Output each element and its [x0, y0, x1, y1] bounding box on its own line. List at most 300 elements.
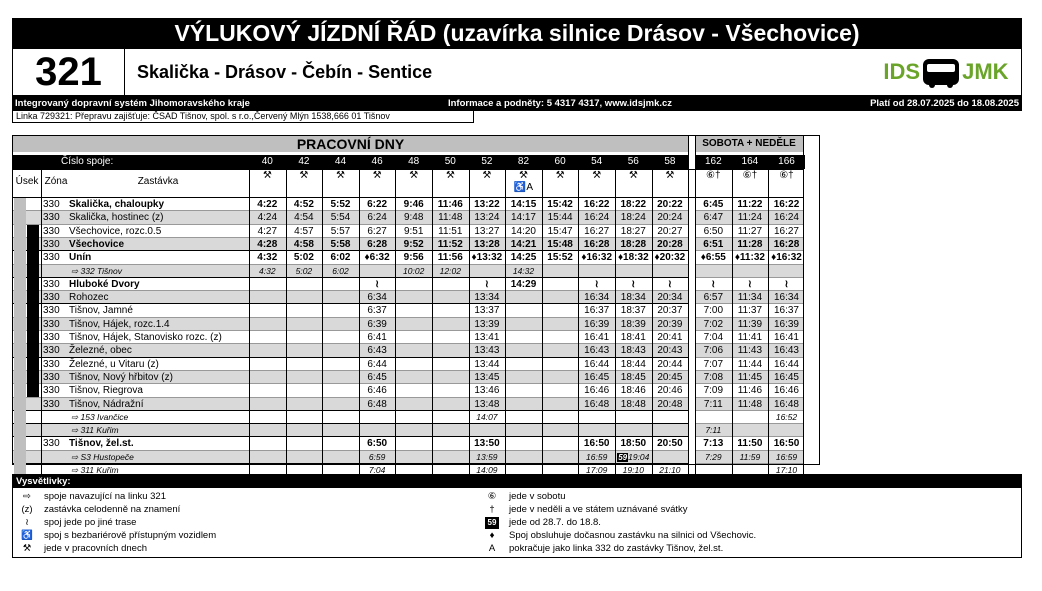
stop-name: Unín	[69, 252, 92, 264]
legend-text: spoj s bezbariérově přístupným vozidlem	[44, 530, 217, 541]
weekend-band: SOBOTA + NEDĚLE	[695, 136, 803, 152]
legend-symbol: A	[488, 543, 496, 554]
departure-time: 7:11	[703, 398, 723, 410]
departure-time: 15:47	[547, 225, 573, 237]
departure-time: 18:44	[620, 358, 646, 370]
column-divider	[732, 155, 733, 477]
departure-time: 17:10	[775, 465, 798, 475]
departure-time: 14:15	[510, 199, 537, 210]
connection-label: ⇨ 332 Tišnov	[71, 265, 122, 276]
departure-time: 20:48	[657, 398, 683, 410]
trip-mark: ⚒	[445, 170, 455, 181]
stop-zone: 330	[43, 292, 60, 304]
departure-time: 16:34	[584, 292, 610, 304]
departure-time: 5:57	[330, 225, 351, 237]
departure-time: 16:43	[584, 345, 610, 357]
departure-time: 7:11	[705, 425, 722, 436]
departure-time: 9:51	[403, 225, 424, 237]
stop-name: Tišnov, Nádražní	[69, 398, 144, 410]
departure-time: 13:48	[474, 398, 500, 410]
departure-time: ♦16:32	[581, 252, 613, 264]
departure-time: 9:48	[403, 212, 424, 224]
column-divider	[249, 155, 250, 477]
departure-time: 15:44	[547, 212, 573, 224]
trip-number: 56	[615, 155, 652, 169]
trip-mark: ⚒	[299, 170, 309, 181]
trip-number: 164	[732, 155, 769, 169]
legend-symbol: ⚒	[22, 543, 32, 554]
departure-time: 16:39	[584, 318, 610, 330]
stop-zone: 330	[43, 345, 60, 357]
stop-zone: 330	[43, 358, 60, 370]
departure-time: 11:27	[737, 225, 763, 237]
departure-time: 6:43	[367, 345, 387, 357]
departure-time: 11:51	[438, 225, 463, 237]
column-divider	[469, 155, 470, 477]
departure-time: 5:58	[330, 238, 351, 250]
departure-time: 16:34	[773, 292, 799, 304]
trip-mark: ⚒	[555, 170, 565, 181]
column-divider	[688, 136, 689, 477]
departure-time: 11:56	[437, 252, 463, 264]
departure-time: ♦6:32	[364, 252, 390, 264]
logo-text-right: JMK	[962, 59, 1009, 84]
departure-time: 16:43	[773, 345, 799, 357]
stop-zone: 330	[43, 199, 60, 210]
departure-time: 11:52	[437, 238, 463, 250]
departure-time: 16:37	[584, 305, 610, 317]
departure-time: 16:24	[773, 212, 799, 224]
departure-time: 15:42	[547, 199, 573, 210]
departure-time: 20:45	[657, 371, 683, 383]
header-divider	[13, 169, 803, 170]
stop-zone: 330	[43, 212, 60, 224]
departure-time: 19:10	[622, 465, 644, 475]
stop-name: Tišnov, Riegrova	[69, 385, 143, 397]
departure-time: 11:46	[437, 199, 463, 210]
departure-time: 7:13	[703, 438, 724, 450]
trip-mark: ⑥†	[742, 170, 758, 181]
stop-zone: 330	[43, 318, 60, 330]
departure-time: 20:34	[657, 292, 683, 304]
stop-zone: 330	[43, 398, 60, 410]
departure-time: 14:21	[510, 238, 537, 250]
departure-time: 16:28	[773, 238, 800, 250]
departure-time: 16:44	[584, 358, 610, 370]
stop-zone: 330	[43, 385, 60, 397]
departure-time: 4:58	[293, 238, 314, 250]
departure-time: 16:44	[773, 358, 799, 370]
header-divider	[13, 197, 803, 198]
departure-time: 6:41	[367, 332, 387, 343]
departure-time: 11:24	[737, 212, 763, 224]
column-divider	[505, 155, 506, 477]
departure-time: 11:39	[737, 318, 763, 330]
trip-mark: ⚒	[592, 170, 602, 181]
departure-time: 13:41	[474, 332, 500, 343]
trip-number: 40	[249, 155, 286, 169]
departure-time: 16:45	[773, 371, 799, 383]
trip-number: 58	[652, 155, 689, 169]
departure-time: 16:41	[773, 332, 799, 343]
timetable	[12, 135, 820, 475]
departure-time: ♦11:32	[734, 252, 765, 264]
departure-time: 18:45	[620, 371, 646, 383]
departure-time: 11:41	[737, 332, 763, 343]
departure-time: 6:28	[367, 238, 388, 250]
trip-mark: ⑥†	[706, 170, 721, 181]
column-divider	[768, 155, 769, 477]
stop-name: Všechovice, rozc.0.5	[69, 225, 162, 237]
departure-time: 18:46	[620, 385, 646, 397]
stop-name: Železné, u Vitaru (z)	[69, 358, 159, 370]
departure-time: 18:24	[620, 212, 646, 224]
info-system: Integrovaný dopravní systém Jihomoravského kraje	[15, 98, 250, 109]
departure-time: 6:48	[367, 398, 387, 410]
departure-time: 16:48	[584, 398, 610, 410]
line-number: 321	[13, 49, 125, 95]
departure-time: 14:09	[476, 465, 498, 475]
departure-time: 7:00	[703, 305, 724, 317]
column-divider	[359, 155, 360, 477]
legend-item	[481, 543, 941, 555]
column-divider	[395, 155, 396, 477]
departure-time: 6:45	[367, 371, 387, 383]
departure-time: 4:28	[257, 238, 278, 250]
connection-label: ⇨ 153 Ivančice	[71, 411, 129, 422]
departure-time: 20:37	[657, 305, 683, 317]
departure-time: 16:37	[773, 305, 799, 317]
departure-time: 11:48	[737, 398, 763, 410]
departure-time: 14:20	[510, 225, 536, 237]
departure-time: 13:45	[474, 371, 500, 383]
departure-time: 4:32	[257, 252, 278, 264]
departure-time: 16:22	[773, 199, 800, 210]
period-59-badge: 59	[618, 452, 628, 462]
departure-time: 11:59	[739, 451, 761, 462]
departure-time: 14:32	[512, 265, 535, 276]
trip-mark: ⚒	[372, 170, 382, 181]
trip-number: 60	[542, 155, 579, 169]
trip-mark: ⚒	[409, 170, 419, 181]
departure-time: 6:39	[367, 318, 387, 330]
departure-time: 20:24	[657, 212, 683, 224]
connection-label: ⇨ 311 Kuřim	[71, 425, 119, 436]
trip-number: 54	[578, 155, 615, 169]
departure-time: 6:50	[703, 225, 724, 237]
legend-text: spoj jede po jiné trase	[44, 517, 137, 528]
stop-name: Rohozec	[69, 292, 109, 304]
departure-time	[615, 451, 652, 464]
departure-time: 13:43	[474, 345, 500, 357]
legend-symbol: (z)	[21, 504, 33, 515]
legend-symbol: ⇨	[23, 491, 31, 502]
departure-time: 13:37	[474, 305, 500, 317]
ids-jmk-logo	[871, 49, 1021, 95]
info-bar	[12, 96, 1022, 111]
departure-time: 4:24	[257, 212, 278, 224]
stop-zone: 330	[43, 238, 60, 250]
departure-time: 13:22	[474, 199, 500, 210]
departure-time: 13:46	[474, 385, 500, 397]
departure-time: 11:48	[438, 212, 463, 224]
departure-time: 7:04	[368, 465, 386, 475]
departure-time: 5:02	[295, 265, 313, 276]
departure-time: 15:52	[547, 252, 573, 264]
page-title: VÝLUKOVÝ JÍZDNÍ ŘÁD (uzavírka silnice Drásov - Všechovice)	[12, 18, 1022, 49]
departure-time: 4:57	[294, 225, 314, 237]
departure-time: 7:29	[705, 451, 722, 462]
departure-time: 9:52	[403, 238, 424, 250]
departure-time: 16:45	[584, 371, 610, 383]
stop-name: Tišnov, Hájek, Stanovisko rozc. (z)	[69, 332, 222, 343]
departure-time: 20:43	[657, 345, 683, 357]
departure-time: 13:24	[474, 212, 500, 224]
legend-symbol: †	[489, 504, 495, 515]
departure-time: 16:22	[583, 199, 610, 210]
departure-time: 6:46	[367, 385, 387, 397]
departure-time: 20:28	[657, 238, 683, 250]
legend	[12, 474, 1022, 558]
legend-text: pokračuje jako linka 332 do zastávky Tišnov, žel.st.	[509, 543, 724, 554]
departure-time: ♦18:32	[617, 252, 649, 264]
trip-mark: ⑥†	[779, 170, 794, 181]
trip-mark: ⚒	[628, 170, 638, 181]
bus-icon	[923, 59, 959, 85]
departure-time: 11:45	[737, 371, 763, 383]
legend-text: jede v neděli a ve státem uznávané svátky	[509, 504, 688, 515]
col-zone: Zóna	[44, 176, 68, 187]
trip-number: 166	[768, 155, 805, 169]
departure-time: 20:27	[657, 225, 683, 237]
departure-time: 18:34	[620, 292, 646, 304]
legend-symbol: 59	[485, 517, 499, 529]
departure-time: ≀	[748, 278, 752, 290]
stop-name: Skalička, chaloupky	[69, 199, 165, 210]
departure-time: 6:02	[330, 252, 351, 264]
trip-number: 42	[286, 155, 323, 169]
departure-time: 16:28	[583, 238, 610, 250]
legend-item	[16, 530, 476, 542]
departure-time: 6:34	[367, 292, 387, 304]
legend-item	[16, 491, 476, 503]
stop-zone: 330	[43, 438, 60, 450]
departure-time: 11:28	[737, 238, 763, 250]
departure-time: 20:39	[657, 318, 683, 330]
stop-name: Tišnov, Jamné	[69, 305, 133, 317]
stop-zone: 330	[43, 252, 60, 264]
departure-time: 5:02	[293, 252, 314, 264]
legend-text: jede v pracovních dnech	[44, 543, 147, 554]
trip-number: 82	[505, 155, 542, 169]
departure-time: 16:41	[584, 332, 610, 343]
departure-time: 18:27	[620, 225, 646, 237]
departure-time: 16:59	[775, 451, 798, 462]
departure-time: 7:04	[703, 332, 724, 343]
departure-time: ♦6:55	[700, 252, 726, 264]
carrier-info: Linka 729321: Přepravu zajišťuje: ČSAD Tišnov, spol. s r.o.,Červený Mlýn 1538,666 01 Tišnov	[12, 111, 474, 123]
departure-time: 20:44	[657, 358, 683, 370]
trip-number: 44	[322, 155, 359, 169]
departure-time: 11:50	[737, 438, 763, 450]
connection-label: ⇨ S3 Hustopeče	[71, 451, 134, 462]
legend-item	[481, 530, 941, 542]
legend-symbol: ⑥	[487, 491, 497, 502]
legend-title: Vysvětlivky:	[13, 475, 1021, 488]
section-bar	[27, 225, 39, 292]
departure-time: 18:43	[620, 345, 646, 357]
trip-mark: ⚒	[482, 170, 492, 181]
departure-time: 6:37	[367, 305, 387, 317]
column-divider	[41, 169, 42, 477]
departure-time: 9:56	[403, 252, 424, 264]
departure-time-text: 19:04	[628, 451, 650, 462]
departure-time: 6:44	[367, 358, 387, 370]
departure-time: 10:02	[403, 265, 425, 276]
departure-time: 13:59	[476, 451, 498, 462]
validity: Platí od 28.07.2025 do 18.08.2025	[870, 98, 1019, 109]
legend-item	[481, 491, 941, 503]
stop-zone: 330	[43, 332, 60, 343]
departure-time: 14:25	[510, 252, 537, 264]
departure-time: 5:52	[330, 199, 351, 210]
departure-time: ≀	[711, 278, 716, 290]
legend-text: jede od 28.7. do 18.8.	[509, 517, 601, 528]
departure-time: 6:50	[367, 438, 388, 450]
departure-time: 13:44	[474, 358, 500, 370]
departure-time: 7:09	[703, 385, 724, 397]
departure-time: 18:39	[620, 318, 646, 330]
trip-number: 48	[395, 155, 432, 169]
info-contact: Informace a podněty: 5 4317 4317, www.idsjmk.cz	[447, 98, 673, 109]
departure-time: 14:07	[476, 411, 498, 422]
trip-label: Číslo spoje:	[13, 155, 249, 169]
stop-name: Skalička, hostinec (z)	[69, 212, 164, 224]
departure-time: 17:09	[586, 465, 608, 475]
legend-text: Spoj obsluhuje dočasnou zastávku na silnici od Všechovic.	[509, 530, 757, 541]
legend-item	[481, 517, 941, 529]
departure-time: 6:22	[367, 199, 388, 210]
trip-mark: ⚒	[519, 170, 528, 181]
section-bar	[27, 291, 39, 397]
departure-time: 16:52	[775, 411, 798, 422]
departure-time: 7:07	[703, 358, 724, 370]
row-shade	[695, 265, 803, 278]
departure-time: 18:37	[620, 305, 646, 317]
departure-time: 6:24	[367, 212, 387, 224]
route-name: Skalička - Drásov - Čebín - Sentice	[137, 62, 433, 82]
departure-time: 14:17	[510, 212, 536, 224]
departure-time: 18:28	[620, 238, 647, 250]
departure-time: 6:45	[703, 199, 724, 210]
departure-time: 13:28	[474, 238, 500, 250]
departure-time: 7:06	[703, 345, 724, 357]
col-usek: Úsek	[15, 176, 39, 187]
legend-text: zastávka celodenně na znamení	[44, 504, 181, 515]
departure-time: 16:48	[773, 398, 799, 410]
departure-time: ≀	[485, 278, 489, 290]
trip-number: 46	[359, 155, 396, 169]
departure-time: 20:50	[657, 438, 683, 450]
departure-time: 11:46	[737, 385, 763, 397]
departure-time: 20:41	[657, 332, 683, 343]
departure-time: ♦16:32	[771, 252, 802, 264]
departure-time: 4:27	[257, 225, 278, 237]
stop-name: Tišnov, Nový hřbitov (z)	[69, 371, 173, 383]
section-bar	[14, 198, 26, 477]
departure-time: 13:50	[474, 438, 500, 450]
logo-text-left: IDS	[883, 59, 921, 84]
legend-item	[481, 504, 941, 516]
column-divider	[432, 155, 433, 477]
departure-time: 5:54	[330, 212, 351, 224]
departure-time: 11:22	[737, 199, 763, 210]
column-divider	[695, 136, 696, 477]
workdays-band: PRACOVNÍ DNY	[13, 136, 688, 152]
stop-name: Tišnov, žel.st.	[69, 438, 134, 450]
departure-time: 18:50	[620, 438, 647, 450]
departure-time: 7:08	[703, 371, 724, 383]
legend-text: spoje navazující na linku 321	[44, 491, 166, 502]
legend-symbol: ♦	[489, 530, 495, 541]
col-stop: Zastávka	[137, 176, 179, 187]
legend-item	[16, 543, 476, 555]
departure-time: 6:59	[368, 451, 386, 462]
departure-time: 16:50	[773, 438, 800, 450]
departure-time: ≀	[784, 278, 789, 290]
legend-text: jede v sobotu	[509, 491, 566, 502]
departure-time: 16:50	[583, 438, 610, 450]
departure-time: 16:46	[584, 385, 610, 397]
departure-time: 13:27	[474, 225, 500, 237]
departure-time: 6:47	[703, 212, 724, 224]
column-divider	[286, 155, 287, 477]
departure-time: 4:32	[259, 265, 276, 276]
departure-time: 18:48	[620, 398, 646, 410]
departure-time: 13:34	[474, 292, 500, 304]
timetable-header	[12, 18, 1022, 123]
departure-time: ≀	[375, 278, 379, 290]
departure-time: ♦20:32	[654, 252, 686, 264]
legend-item	[16, 504, 476, 516]
departure-time: 13:39	[474, 318, 500, 330]
stop-name: Tišnov, Hájek, rozc.1.4	[69, 318, 170, 330]
departure-time: 11:43	[737, 345, 763, 357]
departure-time: 7:02	[703, 318, 724, 330]
trip-number: 162	[695, 155, 732, 169]
stop-zone: 330	[43, 278, 60, 290]
column-divider	[803, 136, 804, 477]
stop-name: Hluboké Dvory	[69, 278, 140, 290]
departure-time: 20:22	[657, 199, 683, 210]
departure-time: 15:48	[547, 238, 573, 250]
trip-number: 50	[432, 155, 469, 169]
column-divider	[578, 155, 579, 477]
departure-time: 9:46	[403, 199, 424, 210]
departure-time: 4:54	[294, 212, 314, 224]
connection-label: ⇨ 311 Kuřim	[71, 465, 119, 475]
trip-mark: ⚒	[262, 170, 272, 181]
column-divider	[322, 155, 323, 477]
departure-time: 12:02	[439, 265, 461, 276]
departure-time: 4:52	[293, 199, 314, 210]
departure-time: 16:46	[773, 385, 799, 397]
stop-zone: 330	[43, 371, 60, 383]
departure-time: 21:10	[659, 465, 681, 475]
departure-time: ≀	[631, 278, 636, 290]
stop-name: Všechovice	[69, 238, 125, 250]
stop-name: Železné, obec	[69, 345, 132, 357]
